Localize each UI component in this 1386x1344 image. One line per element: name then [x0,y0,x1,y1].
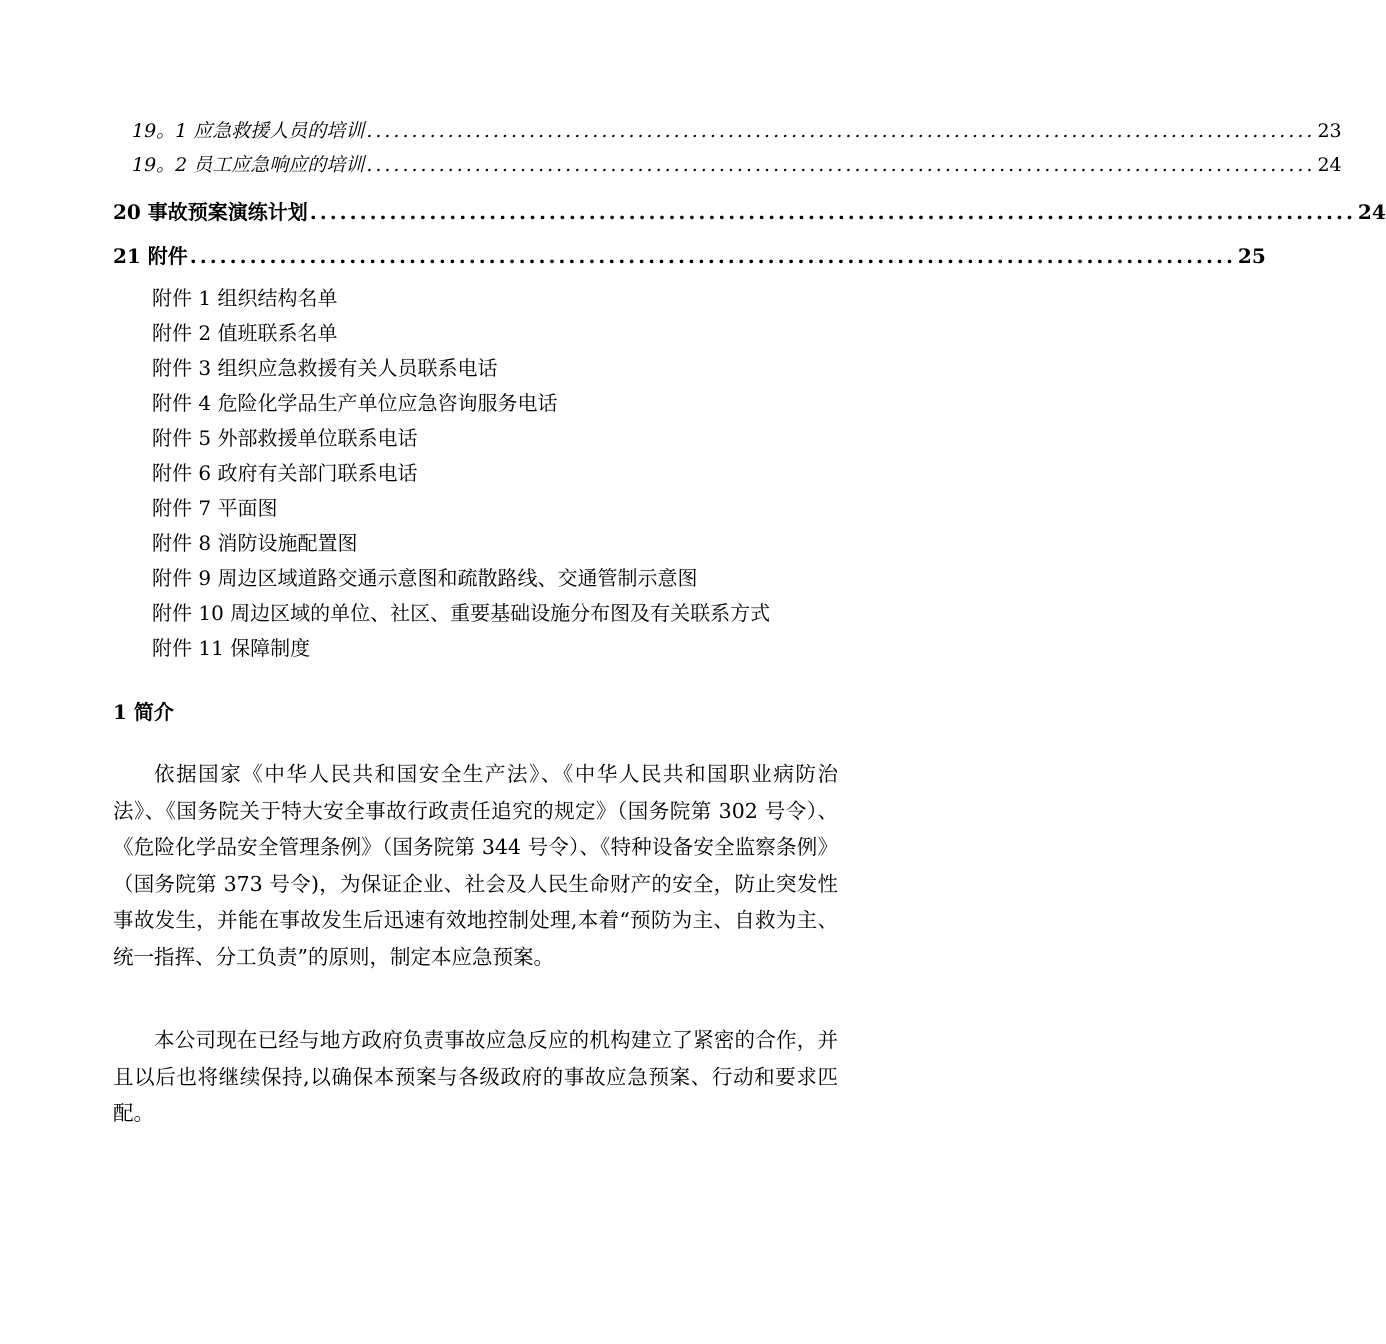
toc-entry-19-2[interactable] [132,150,1342,177]
annex-item-8: 附件 8 消防设施配置图 [152,531,358,555]
toc-page-number: 23 [1317,120,1342,142]
toc-entry-19-1[interactable] [132,116,1342,143]
toc-entry-title: 21 附件 [113,244,188,268]
annex-item-10: 附件 10 周边区域的单位、社区、重要基础设施分布图及有关联系方式 [152,601,771,625]
annex-item-5: 附件 5 外部救援单位联系电话 [152,426,418,450]
annex-item-1: 附件 1 组织结构名单 [152,286,338,310]
toc-dot-leader: ......................................................................................................... [309,200,1356,224]
toc-dot-leader: ......................................................................................................... [189,244,1236,268]
annex-item-2: 附件 2 值班联系名单 [152,321,338,345]
annex-item-7: 附件 7 平面图 [152,496,278,520]
annex-item-9: 附件 9 周边区域道路交通示意图和疏散路线、交通管制示意图 [152,566,698,590]
toc-entry-20[interactable] [113,196,1386,225]
toc-page-number: 24 [1317,154,1342,176]
toc-page-number: 24 [1357,200,1386,224]
annex-item-6: 附件 6 政府有关部门联系电话 [152,461,418,485]
body-paragraph-2: 本公司现在已经与地方政府负责事故应急反应的机构建立了紧密的合作，并且以后也将继续保持,以确保本预案与各级政府的事故应急预案、行动和要求匹配。 [113,1028,838,1125]
toc-dot-leader: ......................................................................................................... [366,120,1316,142]
toc-entry-title: 20 事故预案演练计划 [113,200,308,224]
annex-item-3: 附件 3 组织应急救援有关人员联系电话 [152,356,498,380]
section-heading: 1 简介 [113,700,174,724]
annex-item-4: 附件 4 危险化学品生产单位应急咨询服务电话 [152,391,558,415]
toc-entry-title: 19。2 员工应急响应的培训 [132,154,365,176]
toc-entry-title: 19。1 应急救援人员的培训 [132,120,365,142]
toc-dot-leader: ......................................................................................................... [366,154,1316,176]
toc-entry-21[interactable] [113,240,1266,269]
annex-item-11: 附件 11 保障制度 [152,636,311,660]
body-paragraph-1: 依据国家《中华人民共和国安全生产法》、《中华人民共和国职业病防治法》、《国务院关于特大安全事故行政责任追究的规定》（国务院第 302 号令）、《危险化学品安全管理条例》（国务院第 344 号令）、《特种设备安全监察条例》（国务院第 373 号令)，为保证企业、社会及人民生命财产的安全，防止突发性事故发生，并能在事故发生后迅速有效地控制处理,本着“预防为主、自救为主、统一指挥、分工负责”的原则，制定本应急预案。 [113,762,838,969]
toc-page-number: 25 [1237,244,1266,268]
